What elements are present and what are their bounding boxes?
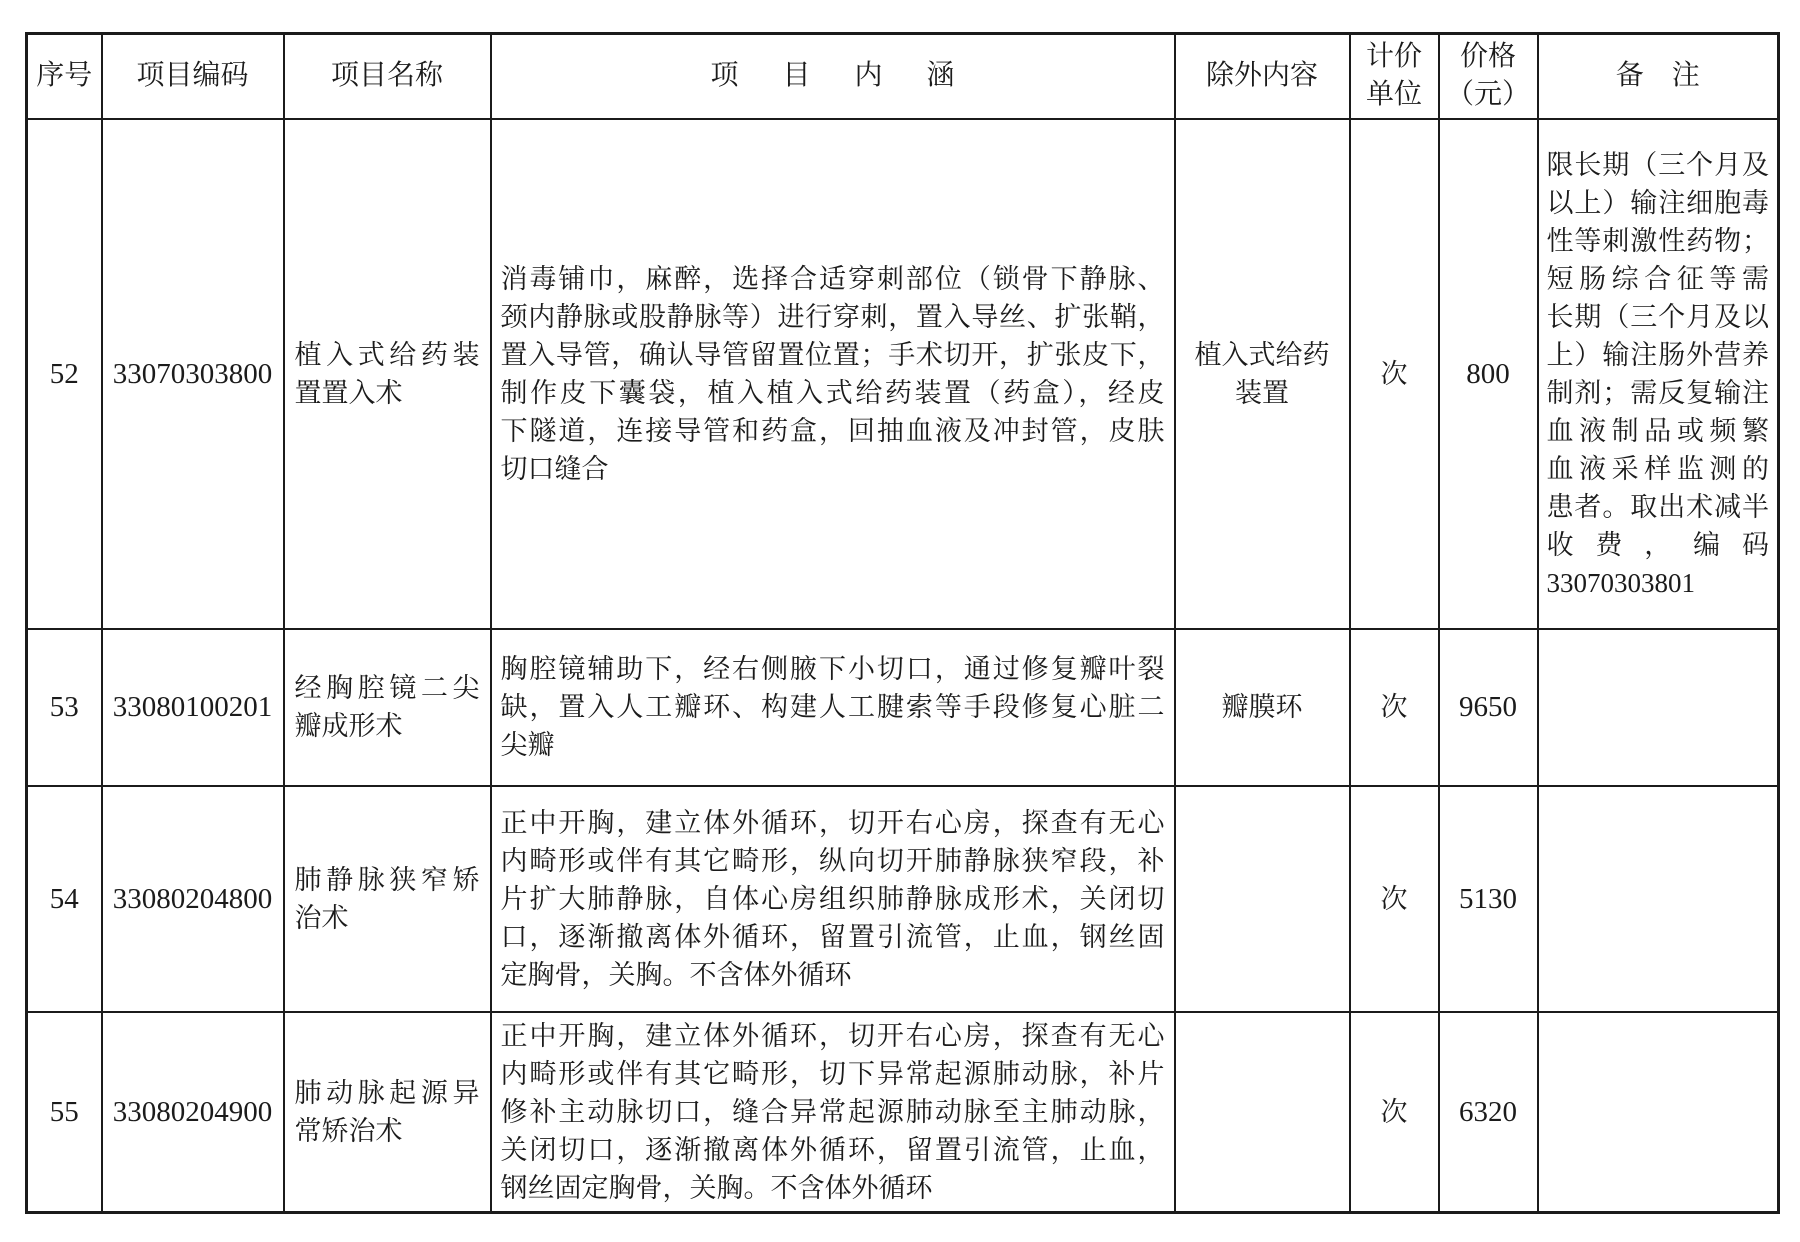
cell-code [102, 786, 284, 1012]
text-line: 常矫治术 [294, 1115, 403, 1146]
text-line: 制作皮下囊袋，植入植入式给药装置（药盒），经皮 [500, 377, 1165, 408]
price-value: 5130 [1459, 882, 1517, 915]
header-unit [1350, 34, 1439, 119]
header-price-label: 价格 [1459, 41, 1516, 73]
seq-value: 54 [49, 882, 79, 915]
price-value: 6320 [1459, 1095, 1517, 1128]
text-line: 正中开胸，建立体外循环，切开右心房，探查有无心 [500, 807, 1165, 838]
table-row [27, 786, 1779, 1012]
text-line: 植入式给药 [1194, 339, 1330, 370]
cell-remarks [1538, 119, 1779, 629]
cell-code [102, 1012, 284, 1213]
code-value: 33080204900 [112, 1095, 273, 1128]
text-line: 收费，编码 [1546, 529, 1769, 560]
text-line: 胸腔镜辅助下，经右侧腋下小切口，通过修复瓣叶裂 [500, 654, 1165, 684]
table-row [27, 629, 1779, 786]
cell-content [491, 119, 1175, 629]
header-remarks [1538, 34, 1779, 119]
text-line: 内畸形或伴有其它畸形，纵向切开肺静脉狭窄段，补 [500, 845, 1165, 876]
code-value: 33080204800 [112, 882, 273, 915]
price-value: 9650 [1459, 691, 1517, 723]
text-line: 限长期（三个月及 [1546, 149, 1769, 180]
header-unit-label: 计价 [1365, 41, 1422, 73]
cell-unit [1350, 786, 1439, 1012]
text-line: 正中开胸，建立体外循环，切开右心房，探查有无心 [500, 1020, 1165, 1051]
header-content [491, 34, 1175, 119]
text-line: 肺静脉狭窄矫 [294, 864, 480, 895]
cell-name [284, 629, 491, 786]
cell-remarks [1538, 629, 1779, 786]
cell-exclusions [1175, 1012, 1350, 1213]
text-line: 植入式给药装 [294, 339, 480, 370]
text-line: 下隧道，连接导管和药盒，回抽血液及冲封管，皮肤 [500, 415, 1165, 446]
header-code-label: 项目编码 [136, 60, 249, 92]
text-line: 置入导管，确认导管留置位置；手术切开，扩张皮下， [500, 339, 1165, 370]
cell-name [284, 786, 491, 1012]
text-line: 切口缝合 [500, 453, 609, 484]
table-row [27, 1012, 1779, 1213]
cell-exclusions [1175, 629, 1350, 786]
text-line: 肺动脉起源异 [294, 1077, 480, 1108]
header-name [284, 34, 491, 119]
text-line: 口，逐渐撤离体外循环，留置引流管，止血，钢丝固 [500, 921, 1165, 952]
cell-code [102, 119, 284, 629]
cell-unit [1350, 119, 1439, 629]
header-name-label: 项目名称 [330, 60, 443, 92]
header-seq-label: 序号 [36, 60, 93, 92]
cell-content [491, 1012, 1175, 1213]
text-line: 片扩大肺静脉，自体心房组织肺静脉成形术，关闭切 [500, 883, 1165, 914]
cell-code [102, 629, 284, 786]
header-code [102, 34, 284, 119]
text-line: 瓣成形术 [294, 711, 403, 741]
header-price-label: （元） [1445, 79, 1530, 111]
cell-seq [27, 1012, 102, 1213]
cell-price [1439, 1012, 1538, 1213]
text-line: 33070303801 [1546, 567, 1695, 598]
text-line: 性等刺激性药物； [1546, 225, 1769, 256]
cell-name [284, 119, 491, 629]
header-exclusions-label: 除外内容 [1205, 60, 1318, 92]
cell-price [1439, 119, 1538, 629]
cell-seq [27, 629, 102, 786]
text-line: 缺，置入人工瓣环、构建人工腱索等手段修复心脏二 [500, 692, 1165, 722]
code-value: 33080100201 [112, 691, 273, 723]
header-price [1439, 34, 1538, 119]
header-remarks-label: 备注 [1615, 60, 1728, 92]
cell-exclusions [1175, 119, 1350, 629]
text-line: 以上）输注细胞毒 [1546, 187, 1769, 218]
unit-value: 次 [1380, 883, 1408, 914]
cell-content [491, 786, 1175, 1012]
unit-value: 次 [1380, 692, 1408, 722]
text-line: 颈内静脉或股静脉等）进行穿刺，置入导丝、扩张鞘， [500, 301, 1165, 332]
cell-remarks [1538, 1012, 1779, 1213]
code-value: 33070303800 [112, 357, 273, 390]
seq-value: 55 [49, 1095, 79, 1128]
cell-exclusions [1175, 786, 1350, 1012]
table-row [27, 119, 1779, 629]
cell-seq [27, 119, 102, 629]
text-line: 尖瓣 [500, 730, 555, 760]
header-unit-label: 单位 [1365, 79, 1422, 111]
header-content-label: 项目内涵 [710, 60, 999, 92]
cell-content [491, 629, 1175, 786]
fee-schedule-table [25, 32, 1780, 1214]
cell-remarks [1538, 786, 1779, 1012]
text-line: 经胸腔镜二尖 [294, 673, 480, 703]
text-line: 定胸骨，关胸。不含体外循环 [500, 959, 852, 990]
price-value: 800 [1466, 357, 1510, 390]
text-line: 血液制品或频繁 [1546, 415, 1769, 446]
seq-value: 53 [49, 691, 79, 723]
seq-value: 52 [49, 357, 79, 390]
cell-unit [1350, 629, 1439, 786]
text-line: 修补主动脉切口，缝合异常起源肺动脉至主肺动脉， [500, 1096, 1165, 1127]
text-line: 制剂；需反复输注 [1546, 377, 1769, 408]
text-line: 内畸形或伴有其它畸形，切下异常起源肺动脉，补片 [500, 1058, 1165, 1089]
unit-value: 次 [1380, 358, 1408, 389]
text-line: 消毒铺巾，麻醉，选择合适穿刺部位（锁骨下静脉、 [500, 263, 1165, 294]
text-line: 关闭切口，逐渐撤离体外循环，留置引流管，止血， [500, 1134, 1165, 1165]
text-line: 患者。取出术减半 [1546, 491, 1769, 522]
cell-name [284, 1012, 491, 1213]
header-row [27, 34, 1779, 119]
text-line: 装置 [1235, 377, 1289, 408]
header-seq [27, 34, 102, 119]
cell-price [1439, 629, 1538, 786]
text-line: 置置入术 [294, 377, 403, 408]
text-line: 长期（三个月及以 [1546, 301, 1769, 332]
header-exclusions [1175, 34, 1350, 119]
cell-price [1439, 786, 1538, 1012]
text-line: 钢丝固定胸骨，关胸。不含体外循环 [500, 1172, 933, 1203]
unit-value: 次 [1380, 1096, 1408, 1127]
text-line: 瓣膜环 [1221, 692, 1303, 722]
text-line: 短肠综合征等需 [1546, 263, 1769, 294]
text-line: 治术 [294, 902, 349, 933]
cell-unit [1350, 1012, 1439, 1213]
text-line: 上）输注肠外营养 [1546, 339, 1769, 370]
text-line: 血液采样监测的 [1546, 453, 1769, 484]
cell-seq [27, 786, 102, 1012]
